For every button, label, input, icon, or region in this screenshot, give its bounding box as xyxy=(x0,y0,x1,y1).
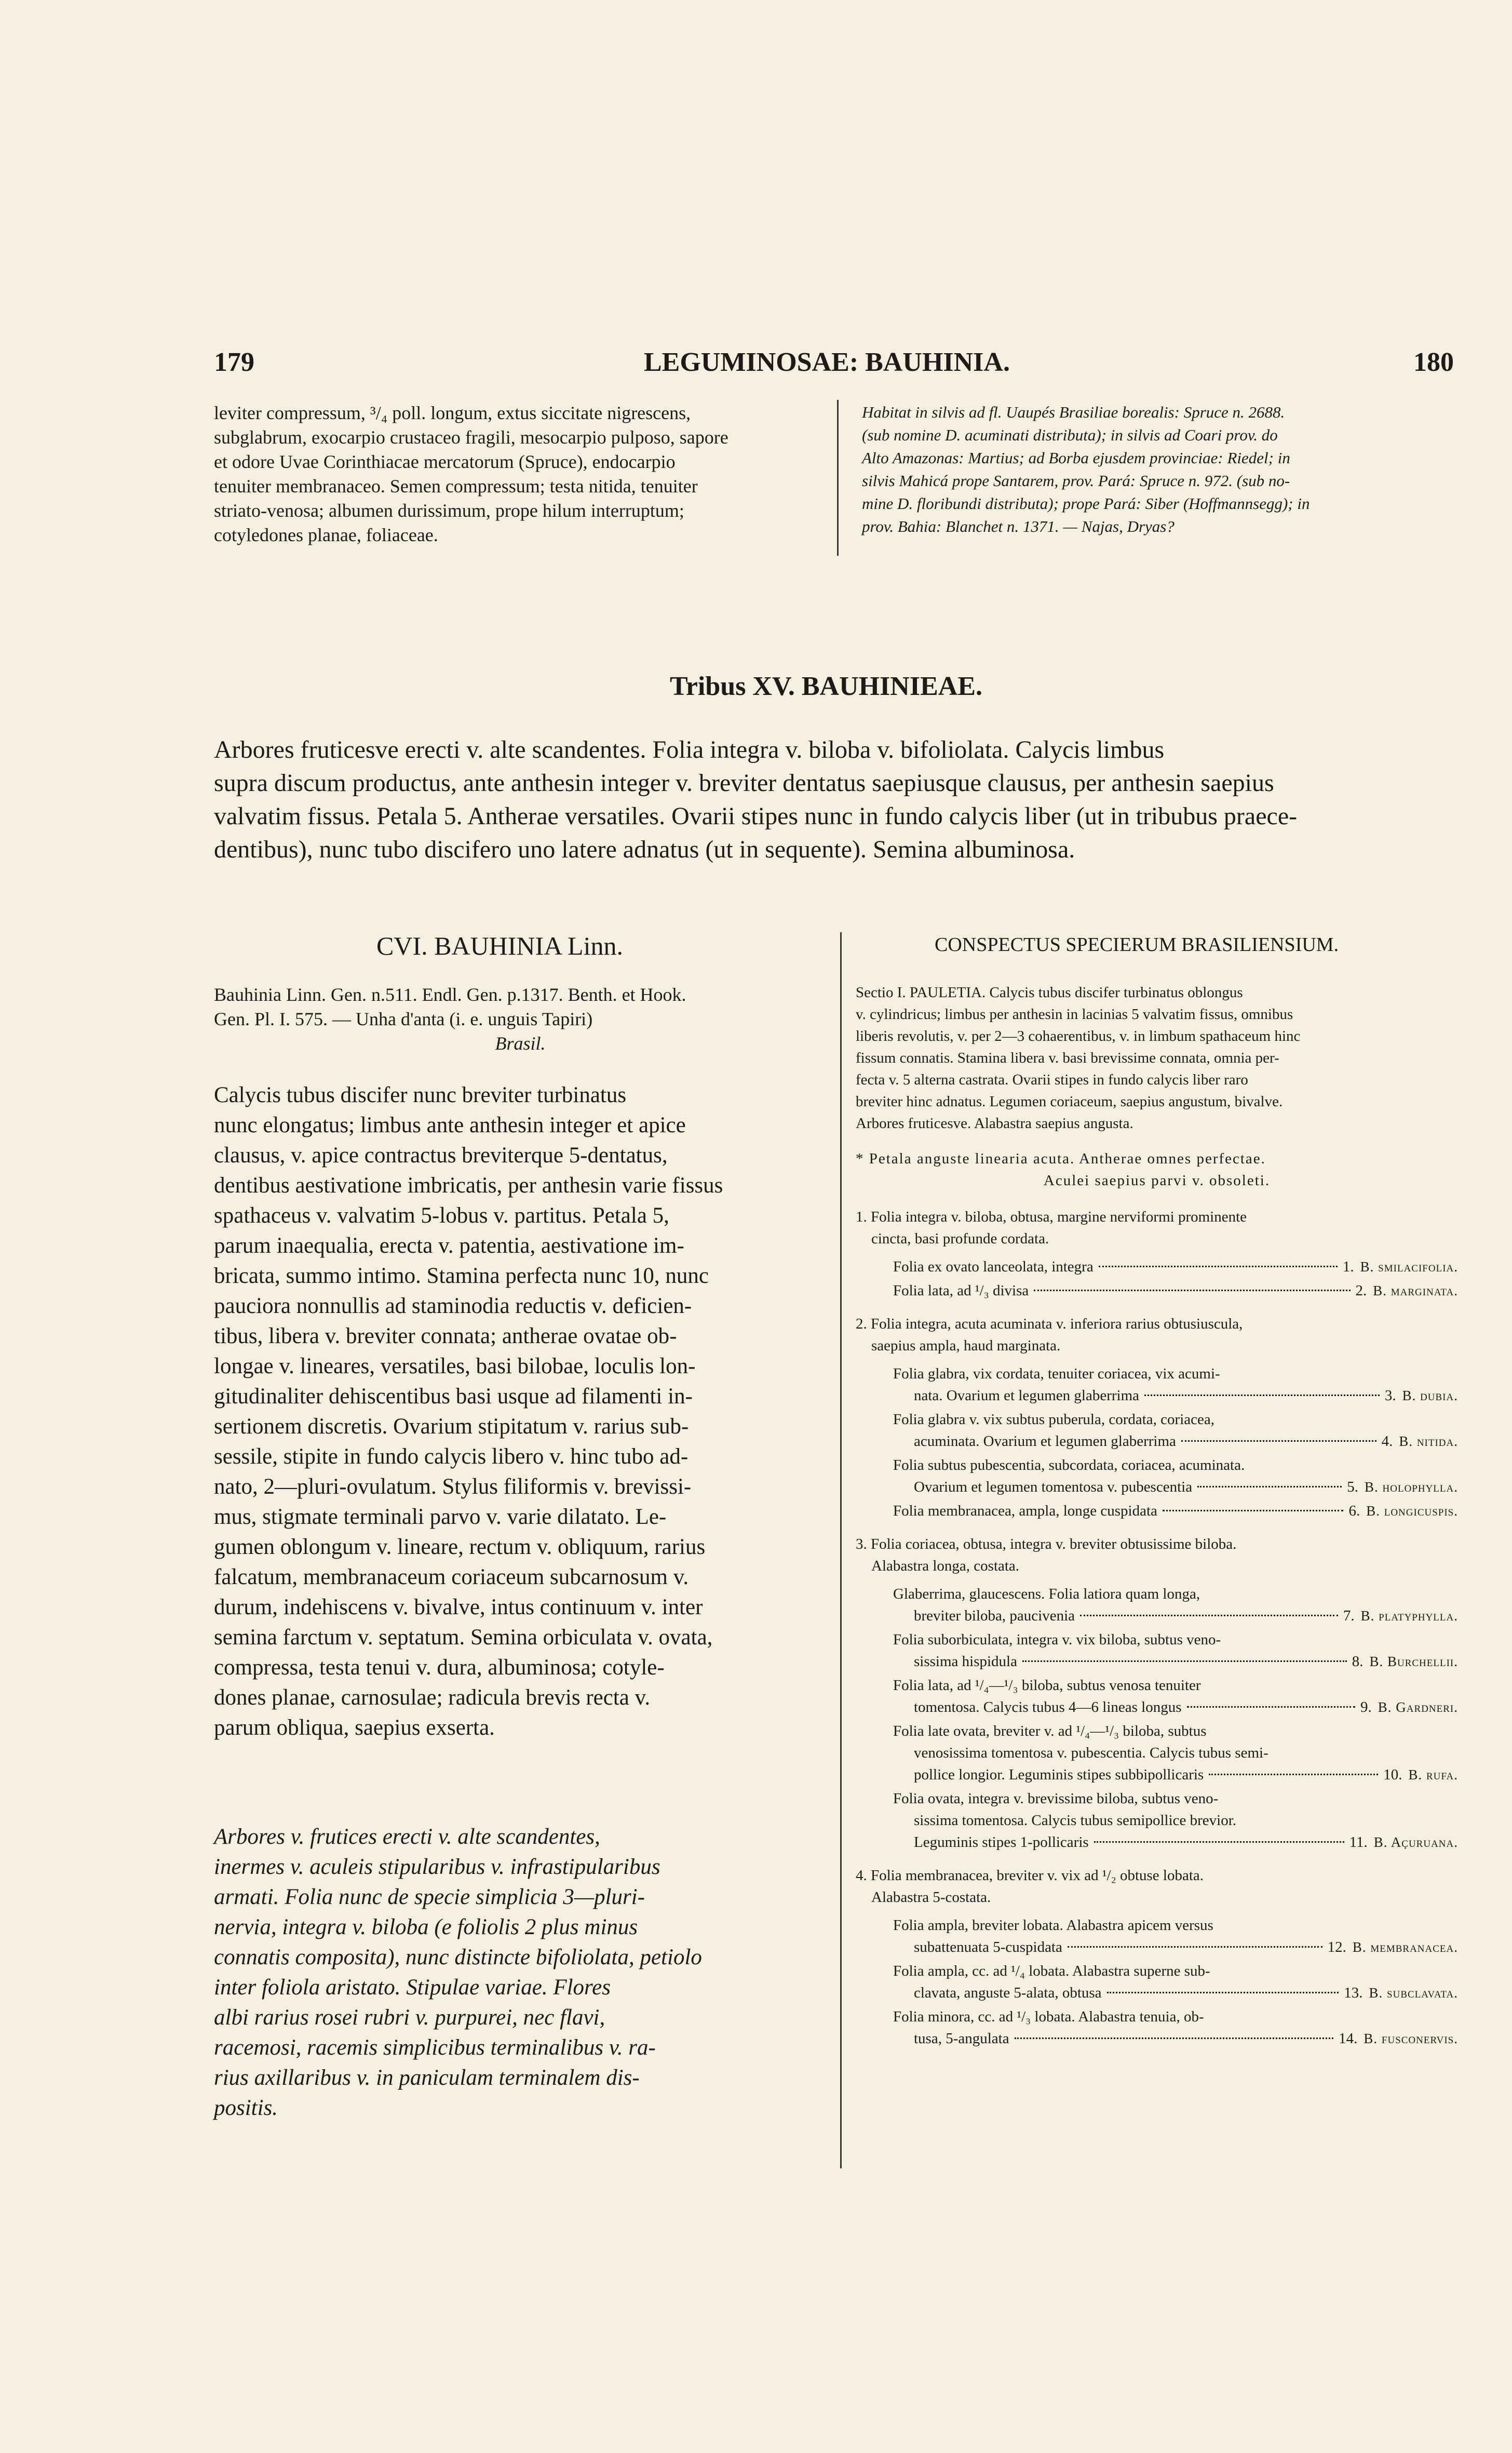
text-line: compressa, testa tenui v. dura, albuminosa; cotyle- xyxy=(214,1655,665,1680)
species-name: B. marginata. xyxy=(1373,1283,1458,1298)
text-line: Folia glabra, vix cordata, tenuiter coriacea, vix acumi- xyxy=(893,1365,1220,1382)
species-name: B. subclavata. xyxy=(1369,1985,1458,2001)
text-line: clavata, anguste 5-alata, obtusa xyxy=(914,1985,1102,2001)
dot-leader xyxy=(1094,1841,1344,1843)
text-line: Folia lata, ad ¹/₃ divisa xyxy=(893,1282,1029,1299)
text-line: Habitat in silvis ad fl. Uaupés Brasiliae borealis: Spruce n. 2688. xyxy=(862,403,1285,421)
species-entry xyxy=(856,1280,1458,1302)
text-line: Calycis tubus discifer nunc breviter turbinatus xyxy=(214,1083,627,1107)
key-heading: 3. Folia coriacea, obtusa, integra v. breviter obtusissime biloba. xyxy=(856,1536,1237,1552)
text-line: cotyledones planae, foliaceae. xyxy=(214,525,438,545)
text-line: Folia ex ovato lanceolata, integra xyxy=(893,1258,1094,1275)
species-entry xyxy=(856,1500,1458,1522)
text-line: albi rarius rosei rubri v. purpurei, nec flavi, xyxy=(214,2005,605,2030)
text-line: (sub nomine D. acuminati distributa); in silvis ad Coari prov. do xyxy=(862,426,1278,444)
text-line: gitudinaliter dehiscentibus basi usque ad filamenti in- xyxy=(214,1384,693,1409)
text-line: racemosi, racemis simplicibus terminalibus v. ra- xyxy=(214,2035,656,2060)
text-line: dentibus aestivatione imbricatis, per anthesin varie fissus xyxy=(214,1173,723,1198)
species-name: B. dubia. xyxy=(1402,1388,1458,1403)
page-number-right: 180 xyxy=(1413,347,1454,377)
key-group xyxy=(856,1865,1458,2049)
key-heading: Alabastra 5-costata. xyxy=(871,1889,991,1906)
species-name: B. nitida. xyxy=(1399,1433,1458,1449)
species-name: B. Gardneri. xyxy=(1378,1699,1458,1715)
text-line: supra discum productus, ante anthesin integer v. breviter dentatus saepiusque clausus, per anthesin saepius xyxy=(214,769,1274,797)
text-line: gumen oblongum v. lineare, rectum v. obliquum, rarius xyxy=(214,1535,706,1559)
dot-leader xyxy=(1107,1992,1339,1993)
dot-leader xyxy=(1163,1510,1344,1511)
text-line: longae v. lineares, versatiles, basi bilobae, loculis lon- xyxy=(214,1354,696,1378)
species-entry xyxy=(856,1363,1458,1406)
key-heading: 1. Folia integra v. biloba, obtusa, margine nerviformi prominente xyxy=(856,1209,1247,1225)
text-line: tusa, 5-angulata xyxy=(914,2030,1009,2047)
species-number: 9. xyxy=(1360,1699,1372,1715)
text-line: Ovarium et legumen tomentosa v. pubescentia xyxy=(914,1479,1193,1495)
text-line: fissum connatis. Stamina libera v. basi brevissime connata, omnia per- xyxy=(856,1050,1279,1066)
text-line: fecta v. 5 alterna castrata. Ovarii stipes in fundo calycis liber raro xyxy=(856,1071,1248,1088)
text-line: venosissima tomentosa v. pubescentia. Calycis tubus semi- xyxy=(914,1745,1268,1761)
genus-synonymy xyxy=(214,983,827,1056)
text-line: positis. xyxy=(214,2096,278,2120)
text-line: Folia late ovata, breviter v. ad ¹/₄—¹/₃ biloba, subtus xyxy=(893,1723,1207,1739)
dot-leader xyxy=(1187,1706,1356,1708)
page-number-left: 179 xyxy=(214,347,254,377)
tribe-title: Tribus XV. BAUHINIEAE. xyxy=(670,672,983,701)
text-line: connatis composita), nunc distincte bifoliolata, petiolo xyxy=(214,1945,702,1969)
species-number: 14. xyxy=(1339,2030,1358,2047)
text-line: Folia suborbiculata, integra v. vix biloba, subtus veno- xyxy=(893,1631,1221,1648)
species-name: B. Açuruana. xyxy=(1373,1834,1458,1850)
text-line: mine D. floribundi distributa); prope Pará: Siber (Hoffmannsegg); in xyxy=(862,494,1310,513)
text-line: Folia minora, cc. ad ¹/₃ lobata. Alabastra tenuia, ob- xyxy=(893,2008,1204,2025)
text-line: armati. Folia nunc de specie simplicia 3—pluri- xyxy=(214,1885,645,1909)
text-line: Brasil. xyxy=(495,1033,546,1054)
star-note xyxy=(856,1148,1458,1191)
text-line: Folia lata, ad ¹/₄—¹/₃ biloba, subtus venosa tenuiter xyxy=(893,1677,1201,1694)
text-line: breviter hinc adnatus. Legumen coriaceum, saepius angustum, bivalve. xyxy=(856,1093,1283,1110)
text-line: v. cylindricus; limbus per anthesin in lacinias 5 valvatim fissus, omnibus xyxy=(856,1006,1293,1023)
text-line: falcatum, membranaceum coriaceum subcarnosum v. xyxy=(214,1565,689,1589)
continued-description xyxy=(214,401,815,547)
species-entry xyxy=(856,1720,1458,1786)
species-name: B. rufa. xyxy=(1408,1767,1458,1782)
species-name: B. membranacea. xyxy=(1352,1939,1458,1955)
text-line: Folia ampla, breviter lobata. Alabastra apicem versus xyxy=(893,1917,1213,1934)
text-line: mus, stigmate terminali parvo v. varie dilatato. Le- xyxy=(214,1505,667,1529)
key-heading: saepius ampla, haud marginata. xyxy=(871,1337,1061,1354)
species-entry xyxy=(856,1960,1458,2004)
text-line: leviter compressum, ³/₄ poll. longum, extus siccitate nigrescens, xyxy=(214,403,691,423)
text-line: nervia, integra v. biloba (e foliolis 2 plus minus xyxy=(214,1915,638,1939)
dot-leader xyxy=(1099,1266,1338,1267)
key-heading: 4. Folia membranacea, breviter v. vix ad ¹/₂ obtuse lobata. xyxy=(856,1867,1204,1884)
text-line: tenuiter membranaceo. Semen compressum; testa nitida, tenuiter xyxy=(214,476,698,497)
species-number: 3. xyxy=(1384,1387,1396,1404)
species-entry xyxy=(856,1914,1458,1958)
dot-leader xyxy=(1080,1615,1338,1616)
text-line: inermes v. aculeis stipularibus v. infrastipularibus xyxy=(214,1855,660,1879)
key-heading: Alabastra longa, costata. xyxy=(871,1558,1020,1574)
species-entry xyxy=(856,1454,1458,1498)
text-line: Leguminis stipes 1-pollicaris xyxy=(914,1834,1089,1851)
text-line: Gen. Pl. I. 575. — Unha d'anta (i. e. unguis Tapiri) xyxy=(214,1009,593,1029)
text-line: Bauhinia Linn. Gen. n.511. Endl. Gen. p.1317. Benth. et Hook. xyxy=(214,984,686,1005)
species-number: 10. xyxy=(1383,1766,1402,1783)
species-entry xyxy=(856,1788,1458,1853)
conspectus-body xyxy=(856,982,1458,2061)
species-name: B. smilacifolia. xyxy=(1360,1259,1458,1275)
text-line: valvatim fissus. Petala 5. Antherae versatiles. Ovarii stipes nunc in fundo calycis liber (ut in tribubus praece- xyxy=(214,802,1298,830)
species-entry xyxy=(856,1409,1458,1452)
text-line: tibus, libera v. breviter connata; antherae ovatae ob- xyxy=(214,1324,677,1348)
text-line: pauciora nonnullis ad staminodia reductis v. deficien- xyxy=(214,1294,692,1318)
text-line: spathaceus v. valvatim 5-lobus v. partitus. Petala 5, xyxy=(214,1203,669,1228)
text-line: parum inaequalia, erecta v. patentia, aestivatione im- xyxy=(214,1234,684,1258)
text-line: Aculei saepius parvi v. obsoleti. xyxy=(1043,1172,1271,1189)
text-line: durum, indehiscens v. bivalve, intus continuum v. inter xyxy=(214,1595,703,1619)
species-entry xyxy=(856,1674,1458,1718)
text-line: Arbores fruticesve. Alabastra saepius angusta. xyxy=(856,1115,1133,1132)
dot-leader xyxy=(1034,1290,1350,1291)
column-rule-top xyxy=(837,400,839,556)
text-line: subglabrum, exocarpio crustaceo fragili, mesocarpio pulposo, sapore xyxy=(214,427,728,448)
text-line: bricata, summo intimo. Stamina perfecta nunc 10, nunc xyxy=(214,1264,709,1288)
dot-leader xyxy=(1068,1946,1322,1948)
text-line: Folia ovata, integra v. brevissime biloba, subtus veno- xyxy=(893,1790,1219,1807)
species-entry xyxy=(856,1256,1458,1278)
text-line: dentibus), nunc tubo discifero uno latere adnatus (ut in sequente). Semina albuminosa. xyxy=(214,836,1075,863)
tribe-description xyxy=(214,733,1457,866)
species-number: 5. xyxy=(1347,1479,1359,1495)
text-line: sertionem discretis. Ovarium stipitatum v. rarius sub- xyxy=(214,1414,689,1439)
text-line: pollice longior. Leguminis stipes subbipollicaris xyxy=(914,1766,1204,1783)
genus-title: CVI. BAUHINIA Linn. xyxy=(376,931,623,960)
dot-leader xyxy=(1144,1395,1380,1396)
key-heading: cincta, basi profunde cordata. xyxy=(871,1230,1049,1247)
dot-leader xyxy=(1022,1660,1347,1662)
text-line: acuminata. Ovarium et legumen glaberrima xyxy=(914,1433,1176,1450)
species-name: B. fusconervis. xyxy=(1364,2031,1458,2046)
text-line: sissima hispidula xyxy=(914,1653,1017,1670)
species-number: 2. xyxy=(1355,1282,1367,1299)
text-line: Alto Amazonas: Martius; ad Borba ejusdem provinciae: Riedel; in xyxy=(862,449,1290,467)
text-line: subattenuata 5-cuspidata xyxy=(914,1939,1062,1955)
species-number: 11. xyxy=(1349,1834,1368,1851)
conspectus-title: CONSPECTUS SPECIERUM BRASILIENSIUM. xyxy=(935,934,1339,956)
key-group xyxy=(856,1313,1458,1522)
habitat-paragraph xyxy=(862,401,1459,538)
text-line: breviter biloba, paucivenia xyxy=(914,1607,1075,1624)
text-line: clausus, v. apice contractus breviterque 5-dentatus, xyxy=(214,1143,668,1168)
text-line: et odore Uvae Corinthiacae mercatorum (Spruce), endocarpio xyxy=(214,451,676,472)
running-title: LEGUMINOSAE: BAUHINIA. xyxy=(644,347,1010,377)
text-line: Folia ampla, cc. ad ¹/₄ lobata. Alabastra superne sub- xyxy=(893,1963,1210,1979)
text-line: inter foliola aristato. Stipulae variae. Flores xyxy=(214,1975,611,2000)
species-number: 4. xyxy=(1381,1433,1393,1450)
key-heading: 2. Folia integra, acuta acuminata v. inferiora rarius obtusiuscula, xyxy=(856,1316,1243,1332)
text-line: Arbores v. frutices erecti v. alte scandentes, xyxy=(214,1825,600,1849)
dot-leader xyxy=(1209,1774,1378,1775)
text-line: dones planae, carnosulae; radicula brevis recta v. xyxy=(214,1685,651,1710)
text-line: semina farctum v. septatum. Semina orbiculata v. ovata, xyxy=(214,1625,713,1650)
text-line: liberis revolutis, v. per 2—3 cohaerentibus, v. in limbum spathaceum hinc xyxy=(856,1028,1301,1044)
key-group xyxy=(856,1533,1458,1853)
species-number: 8. xyxy=(1352,1653,1364,1670)
text-line: silvis Mahicá prope Santarem, prov. Pará: Spruce n. 972. (sub no- xyxy=(862,472,1290,490)
text-line: prov. Bahia: Blanchet n. 1371. — Najas, Dryas? xyxy=(862,517,1174,535)
column-rule-bottom xyxy=(840,932,842,2168)
species-name: B. Burchellii. xyxy=(1369,1654,1458,1669)
text-line: Arbores fruticesve erecti v. alte scandentes. Folia integra v. biloba v. bifoliolata. Calycis limbus xyxy=(214,736,1165,763)
species-number: 12. xyxy=(1327,1939,1346,1955)
key-group xyxy=(856,1206,1458,1302)
species-number: 1. xyxy=(1342,1258,1354,1275)
species-name: B. platyphylla. xyxy=(1360,1608,1458,1624)
sectio-paragraph xyxy=(856,982,1458,1134)
species-number: 13. xyxy=(1344,1985,1363,2001)
text-line: * Petala anguste linearia acuta. Antherae omnes perfectae. xyxy=(856,1150,1266,1167)
text-line: Sectio I. PAULETIA. Calycis tubus discifer turbinatus oblongus xyxy=(856,984,1243,1001)
text-line: nata. Ovarium et legumen glaberrima xyxy=(914,1387,1140,1404)
species-entry xyxy=(856,1629,1458,1672)
genus-description xyxy=(214,1080,827,1743)
dot-leader xyxy=(1015,2038,1334,2039)
text-line: sessile, stipite in fundo calycis libero v. hinc tubo ad- xyxy=(214,1444,688,1469)
text-line: Folia glabra v. vix subtus puberula, cordata, coriacea, xyxy=(893,1411,1214,1428)
text-line: striato-venosa; albumen durissimum, prope hilum interruptum; xyxy=(214,500,684,521)
text-line: nunc elongatus; limbus ante anthesin integer et apice xyxy=(214,1113,686,1137)
text-line: nato, 2—pluri-ovulatum. Stylus filiformis v. brevissi- xyxy=(214,1475,692,1499)
text-line: sissima tomentosa. Calycis tubus semipollice brevior. xyxy=(914,1812,1237,1829)
text-line: rius axillaribus v. in paniculam terminalem dis- xyxy=(214,2066,640,2090)
species-number: 7. xyxy=(1343,1607,1355,1624)
species-entry xyxy=(856,1583,1458,1627)
text-line: Folia subtus pubescentia, subcordata, coriacea, acuminata. xyxy=(893,1457,1245,1473)
species-name: B. holophylla. xyxy=(1365,1479,1458,1495)
genus-habit xyxy=(214,1822,827,2123)
species-number: 6. xyxy=(1348,1503,1360,1519)
text-line: tomentosa. Calycis tubus 4—6 lineas longus xyxy=(914,1699,1182,1715)
text-line: parum obliqua, saepius exserta. xyxy=(214,1715,495,1740)
dot-leader xyxy=(1197,1486,1342,1487)
dot-leader xyxy=(1181,1440,1376,1442)
text-line: Folia membranacea, ampla, longe cuspidata xyxy=(893,1503,1157,1519)
text-line: Glaberrima, glaucescens. Folia latiora quam longa, xyxy=(893,1586,1200,1602)
species-name: B. longicuspis. xyxy=(1366,1503,1458,1519)
species-entry xyxy=(856,2006,1458,2049)
